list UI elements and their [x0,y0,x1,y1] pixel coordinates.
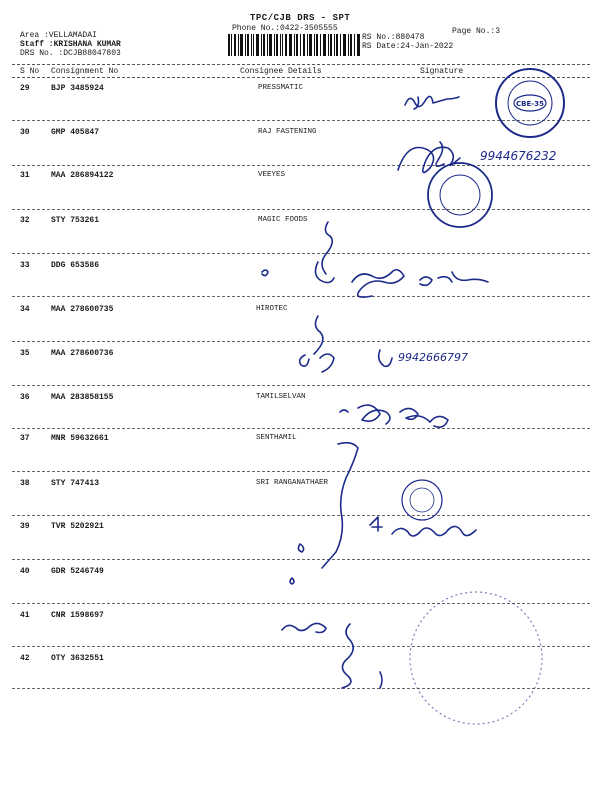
rs-number: RS No.:880478 [362,33,425,42]
row-sno: 33 [20,261,30,270]
pressmatic-stamp [496,69,564,137]
row-consignee: RAJ FASTENING [258,128,317,136]
row-sno: 37 [20,434,30,443]
row-consignment: OTY 3632551 [51,654,104,663]
column-header-consignee: Consignee Details [240,67,322,76]
row-sno: 41 [20,611,30,620]
column-header-signature: Signature [420,67,464,76]
row-sno: 32 [20,216,30,225]
row-consignment: STY 753261 [51,216,100,225]
row-consignee: PRESSMATIC [258,84,304,92]
drs-number: DRS No. :DCJB88047803 [20,49,121,58]
row-sno: 31 [20,171,30,180]
column-header-sno: S No [20,67,40,76]
row-consignment: GMP 405847 [51,128,100,137]
row-consignment: MAA 278600736 [51,349,114,358]
svg-text:9942666797: 9942666797 [398,351,468,364]
svg-text:CBE-35: CBE-35 [516,100,544,108]
veeyes-stamp [428,163,492,227]
row-consignment: MAA 278600735 [51,305,114,314]
row-consignment: CNR 1598697 [51,611,104,620]
row-sno: 29 [20,84,30,93]
institute-stamp [402,480,542,724]
row-consignment: BJP 3485924 [51,84,104,93]
row-consignment: DDG 653586 [51,261,100,270]
row-consignee: SRI RANGANATHAER [256,479,329,487]
row-consignee: HIROTEC [256,305,288,313]
page-number: Page No.:3 [452,27,501,36]
row-consignee: SENTHAMIL [256,434,297,442]
column-header-consignment: Consignment No [51,67,119,76]
row-consignment: MAA 286894122 [51,171,114,180]
rs-date: RS Date:24-Jan-2022 [362,42,454,51]
row-sno: 36 [20,393,30,402]
row-sno: 42 [20,654,30,663]
row-consignment: MNR 59632661 [51,434,109,443]
staff-label: Staff :KRISHANA KUMAR [20,40,121,49]
row-sno: 39 [20,522,30,531]
row-consignee: TAMILSELVAN [256,393,306,401]
row-consignment: STY 747413 [51,479,100,488]
row-consignment: TVR 5202921 [51,522,104,531]
row-sno: 30 [20,128,30,137]
row-consignee: VEEYES [258,171,286,179]
row-sno: 34 [20,305,30,314]
row-consignee: MAGIC FOODS [258,216,308,224]
row-consignment: GDR 5246749 [51,567,104,576]
svg-text:9944676232: 9944676232 [480,149,557,163]
row-sno: 40 [20,567,30,576]
handwritten-signatures [262,96,556,688]
row-sno: 38 [20,479,30,488]
row-sno: 35 [20,349,30,358]
header-phone: Phone No.:0422-3505555 [232,24,338,33]
sheet-title: TPC/CJB DRS - SPT [250,13,351,23]
row-consignment: MAA 283858155 [51,393,114,402]
area-label: Area :VELLAMADAI [20,31,97,40]
